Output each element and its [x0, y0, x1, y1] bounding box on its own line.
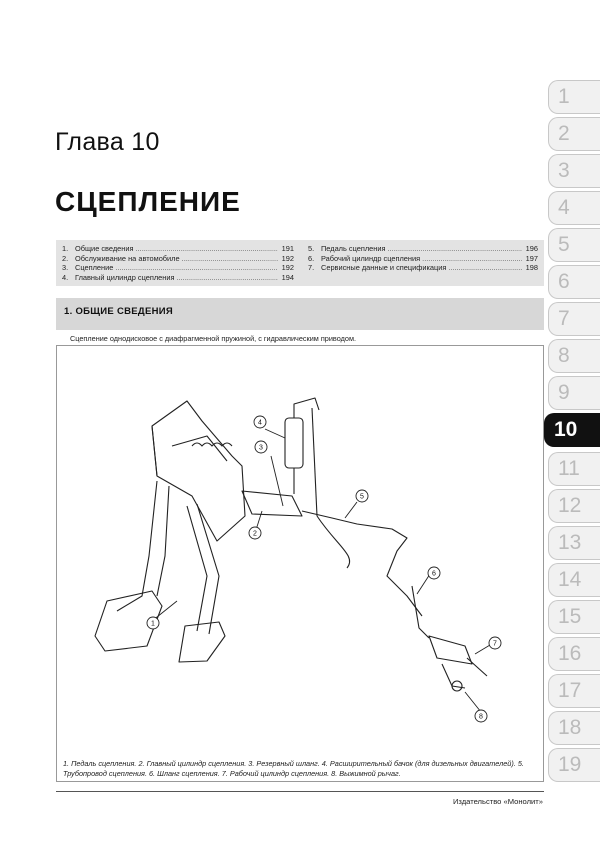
chapter-tab-6[interactable]: 6: [548, 265, 600, 299]
toc-column-left: [62, 244, 294, 282]
pedal-spring: [192, 443, 232, 446]
callout-8: 8: [479, 713, 483, 721]
chapter-tab-8[interactable]: 8: [548, 339, 600, 373]
callout-3: 3: [259, 444, 263, 452]
callout-2: 2: [253, 530, 257, 538]
callout-1: 1: [151, 620, 155, 628]
toc-item-number: 3.: [62, 263, 69, 273]
chapter-tab-5[interactable]: 5: [548, 228, 600, 262]
table-of-contents: [56, 240, 544, 286]
chapter-tab-12[interactable]: 12: [548, 489, 600, 523]
toc-item-page: 191: [281, 244, 294, 253]
toc-item-title: Педаль сцепления .....: [321, 244, 522, 254]
toc-item-number: 5.: [308, 244, 315, 253]
chapter-tab-1[interactable]: 1: [548, 80, 600, 114]
chapter-tab-14[interactable]: 14: [548, 563, 600, 597]
chapter-tab-13[interactable]: 13: [548, 526, 600, 560]
toc-item-page: 196: [525, 244, 538, 253]
chapter-tab-18[interactable]: 18: [548, 711, 600, 745]
toc-item-number: 6.: [308, 253, 315, 263]
chapter-tab-19[interactable]: 19: [548, 748, 600, 782]
section-header: [56, 298, 544, 330]
brake-pedal-pad: [179, 622, 225, 662]
toc-item-number: 1.: [62, 244, 69, 253]
toc-item[interactable]: [62, 263, 294, 273]
toc-item-page: 198: [525, 263, 538, 273]
toc-item[interactable]: [308, 244, 538, 254]
toc-item-number: 2.: [62, 253, 69, 263]
chapter-tab-9[interactable]: 9: [548, 376, 600, 410]
clutch-line: [302, 511, 422, 616]
toc-item-title: Обслуживание на автомобиле .....: [75, 254, 278, 264]
pedal-bracket: [152, 401, 245, 541]
chapter-tab-3[interactable]: 3: [548, 154, 600, 188]
toc-item[interactable]: [308, 263, 538, 273]
chapter-label: Глава 10: [55, 128, 160, 156]
toc-item-title: Главный цилиндр сцепления .....: [75, 273, 278, 283]
reservoir: [285, 418, 303, 468]
toc-item-page: 197: [525, 253, 538, 263]
toc-item-page: 194: [281, 272, 294, 282]
toc-item-page: 192: [281, 253, 294, 263]
chapter-tab-11[interactable]: 11: [548, 452, 600, 486]
callout-4: 4: [258, 419, 262, 427]
clutch-diagram: [57, 346, 545, 756]
toc-item[interactable]: [308, 254, 538, 264]
toc-item[interactable]: [62, 244, 294, 254]
chapter-tab-15[interactable]: 15: [548, 600, 600, 634]
toc-item-title: Рабочий цилиндр сцепления .....: [321, 254, 522, 264]
toc-item-title: Сцепление .....: [75, 263, 278, 273]
chapter-tab-2[interactable]: 2: [548, 117, 600, 151]
clutch-diagram-figure: [56, 345, 544, 782]
chapter-tab-4[interactable]: 4: [548, 191, 600, 225]
toc-column-right: [308, 244, 538, 273]
toc-item-title: Общие сведения .....: [75, 244, 278, 254]
intro-text: Сцепление однодисковое с диафрагменной пружиной, с гидравлическим приводом.: [70, 334, 356, 343]
toc-item-title: Сервисные данные и спецификация .....: [321, 263, 522, 273]
callout-6: 6: [432, 570, 436, 578]
footer-divider: [56, 791, 544, 792]
chapter-tab-7[interactable]: 7: [548, 302, 600, 336]
publisher: Издательство «Монолит»: [452, 797, 543, 806]
chapter-tab-16[interactable]: 16: [548, 637, 600, 671]
toc-item[interactable]: [62, 273, 294, 283]
clutch-pedal-arm: [117, 481, 169, 611]
chapter-tab-10-active[interactable]: 10: [544, 413, 600, 447]
callout-5: 5: [360, 493, 364, 501]
toc-item-number: 7.: [308, 263, 315, 273]
toc-item[interactable]: [62, 254, 294, 264]
section-title: 1. ОБЩИЕ СВЕДЕНИЯ: [64, 306, 174, 317]
master-cylinder: [242, 491, 302, 516]
toc-item-number: 4.: [62, 272, 69, 282]
chapter-tab-17[interactable]: 17: [548, 674, 600, 708]
slave-cylinder: [429, 636, 472, 664]
callout-7: 7: [493, 640, 497, 648]
figure-caption: 1. Педаль сцепления. 2. Главный цилиндр сцепления. 3. Резервный шланг. 4. Расширительный бачок (для дизельных двигателей). 5. Трубопровод сцепления. 6. Шланг сцепления. 7. Рабочий цилиндр сцепления. 8. Выжимной рычаг.: [63, 759, 524, 778]
toc-item-page: 192: [281, 263, 294, 273]
brake-pedal-arm: [187, 504, 219, 634]
chapter-title: СЦЕПЛЕНИЕ: [55, 186, 241, 217]
